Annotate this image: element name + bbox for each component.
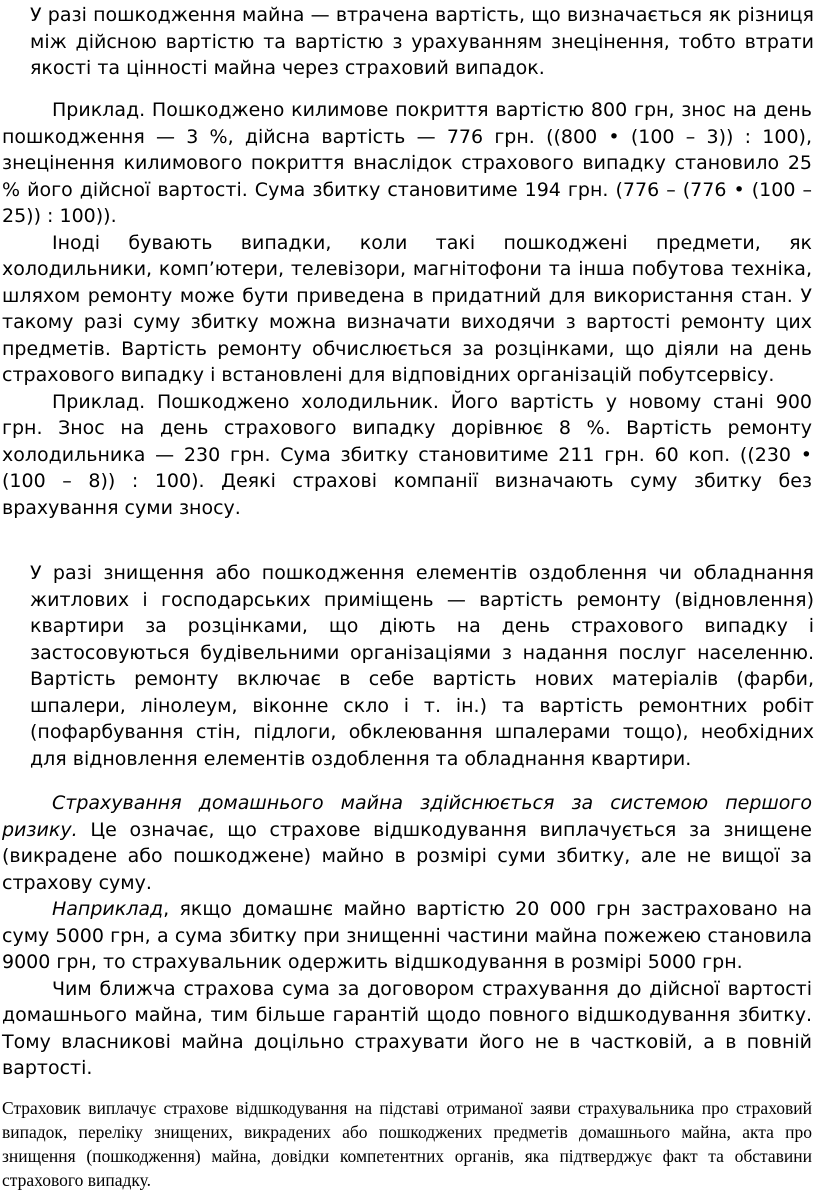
full-value-advice-paragraph: Чим ближча страхова сума за договором страхування до дійсної вартості домашнього майна, тим більше гарантій щодо повного відшкодування збитку. Тому власникові майна доцільно страхувати його не в частковій, а в повній вартості. [2,977,812,1079]
finishing-elements-block [30,560,814,772]
first-risk-explanation: Це означає, що страхове відшкодування виплачується за знищене (викрадене або пошкоджене) майно в розмірі суми збитку, але не вищої за страхову суму. [2,818,812,894]
payout-documents-block [2,1096,812,1192]
fridge-example-paragraph: Приклад. Пошкоджено холодильник. Його вартість у новому стані 900 грн. Знос на день страхового випадку дорівнює 8 %. Вартість ремонту холодильника — 230 грн. Сума збитку становитиме 211 грн. 60 коп. ((230 • (100 – 8)) : 100). Деякі страхові компанії визначають суму збитку без врахування суми зносу. [2,390,812,519]
example-italic-lead: Наприклад [52,898,164,920]
damage-definition-block [30,2,814,82]
appliance-repair-paragraph: Іноді бувають випадки, коли такі пошкоджені предмети, як холодильники, комп’ютери, телевізори, магнітофони та інша побутова техніка, шляхом ремонту може бути приведена в придатний для використання стан. У такому разі суму збитку можна визначати виходячи з вартості ремонту цих предметів. Вартість ремонту обчислюється за розцінками, що діяли на день страхового випадку і встановлені для відповідних організацій побутсервісу. [2,231,812,386]
first-risk-example-paragraph [2,896,812,976]
example-text: , якщо домашнє майно вартістю 20 000 грн застраховано на суму 5000 грн, а сума збитку при знищенні частини майна пожежею становила 9000 грн, то страхувальник одержить відшкодування в розмірі 5000 грн. [2,898,812,973]
damage-definition-paragraph: У разі пошкодження майна — втрачена вартість, що визначається як різниця між дійсною вартістю та вартістю з урахуванням знецінення, тобто втрати якості та цінності майна через страховий випадок. [30,4,814,79]
first-risk-paragraph [2,790,812,896]
examples-block [2,97,812,521]
payout-documents-paragraph: Страховик виплачує страхове відшкодування на підставі отриманої заяви страхувальника про страховий випадок, переліку знищених, викрадених або пошкоджених предметів домашнього майна, акта про знищення (пошкодження) майна, довідки компетентних органів, яка підтверджує факт та обставини страхового випадку. [2,1098,812,1190]
first-risk-italic-lead: Страхування домашнього майна здійснюється за системою першого ризику. [2,792,812,841]
finishing-elements-paragraph: У разі знищення або пошкодження елементів оздоблення чи обладнання житлових і господарських приміщень — вартість ремонту (відновлення) квартири за розцінками, що діють на день страхового випадку і застосовуються будівельними організаціями з надання послуг населенню. Вартість ремонту включає в себе вартість нових матеріалів (фарби, шпалери, лінолеум, віконне скло і т. ін.) та вартість ремонтних робіт (пофарбування стін, підлоги, обклеювання шпалерами тощо), необхідних для відновлення елементів оздоблення та обладнання квартири. [30,562,814,770]
first-risk-block [2,790,812,1082]
carpet-example-paragraph: Приклад. Пошкоджено килимове покриття вартістю 800 грн, знос на день пошкодження — 3 %, дійсна вартість — 776 грн. ((800 • (100 – 3)) : 100), знецінення килимового покриття внаслідок страхового випадку становило 25 % його дійсної вартості. Сума збитку становитиме 194 грн. (776 – (776 • (100 – 25)) : 100)). [2,99,812,227]
